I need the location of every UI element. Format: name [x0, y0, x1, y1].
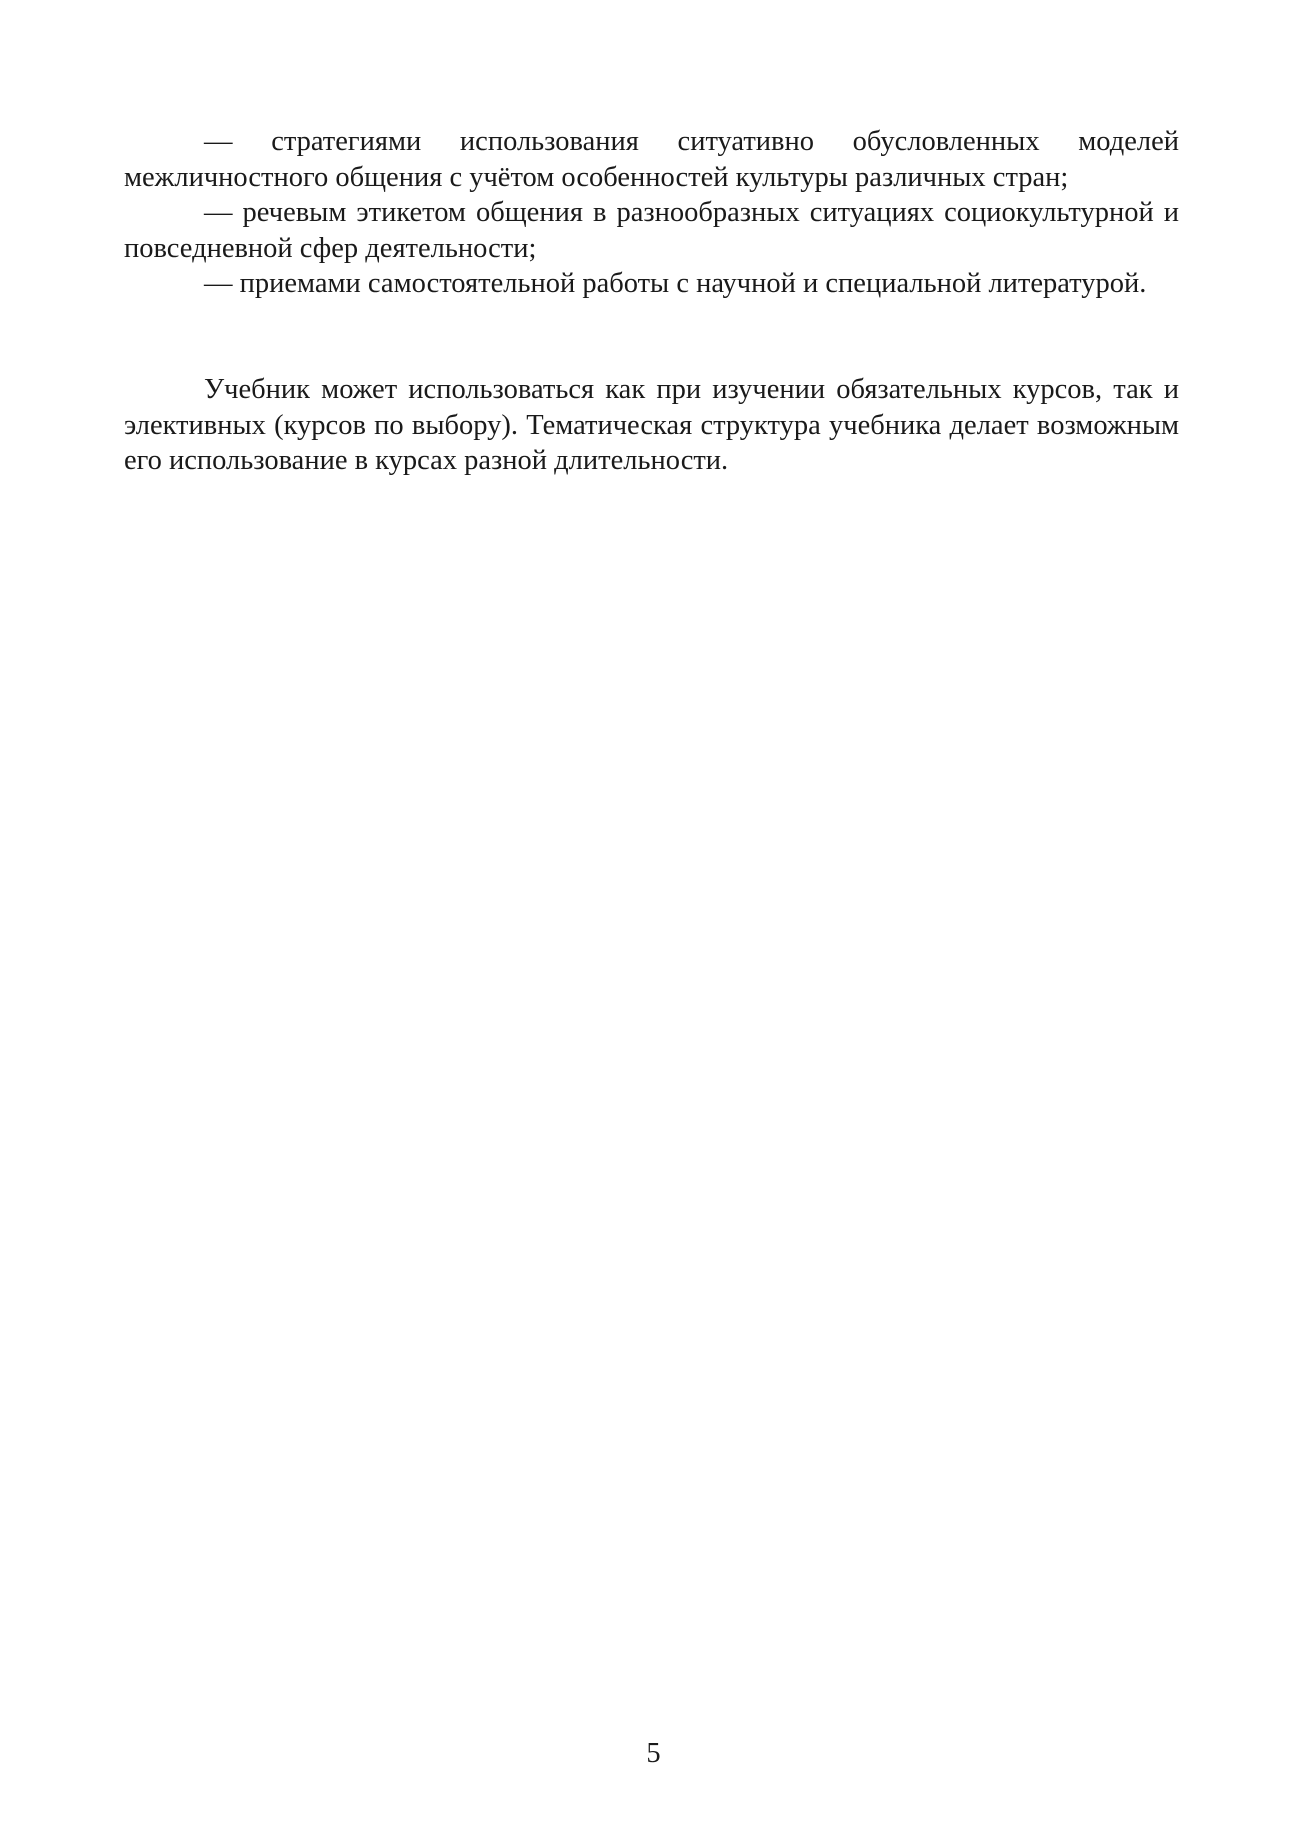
bullet-list	[124, 124, 1179, 302]
body-paragraph: Учебник может использоваться как при изучении обязательных курсов, так и элективных (курсов по выбору). Тематическая структура учебника делает возможным его использование в курсах разной длительности.	[124, 374, 1179, 476]
bullet-item: — речевым этикетом общения в разнообразных ситуациях социокультурной и повседневной сфер деятельности;	[124, 197, 1179, 264]
page-number: 5	[646, 1738, 661, 1769]
bullet-item: — приемами самостоятельной работы с научной и специальной литературой.	[204, 268, 1147, 299]
body-paragraph-block	[124, 372, 1179, 479]
bullet-item: — стратегиями использования ситуативно обусловленных моделей межличностного общения с учётом особенностей культуры различных стран;	[124, 126, 1179, 193]
